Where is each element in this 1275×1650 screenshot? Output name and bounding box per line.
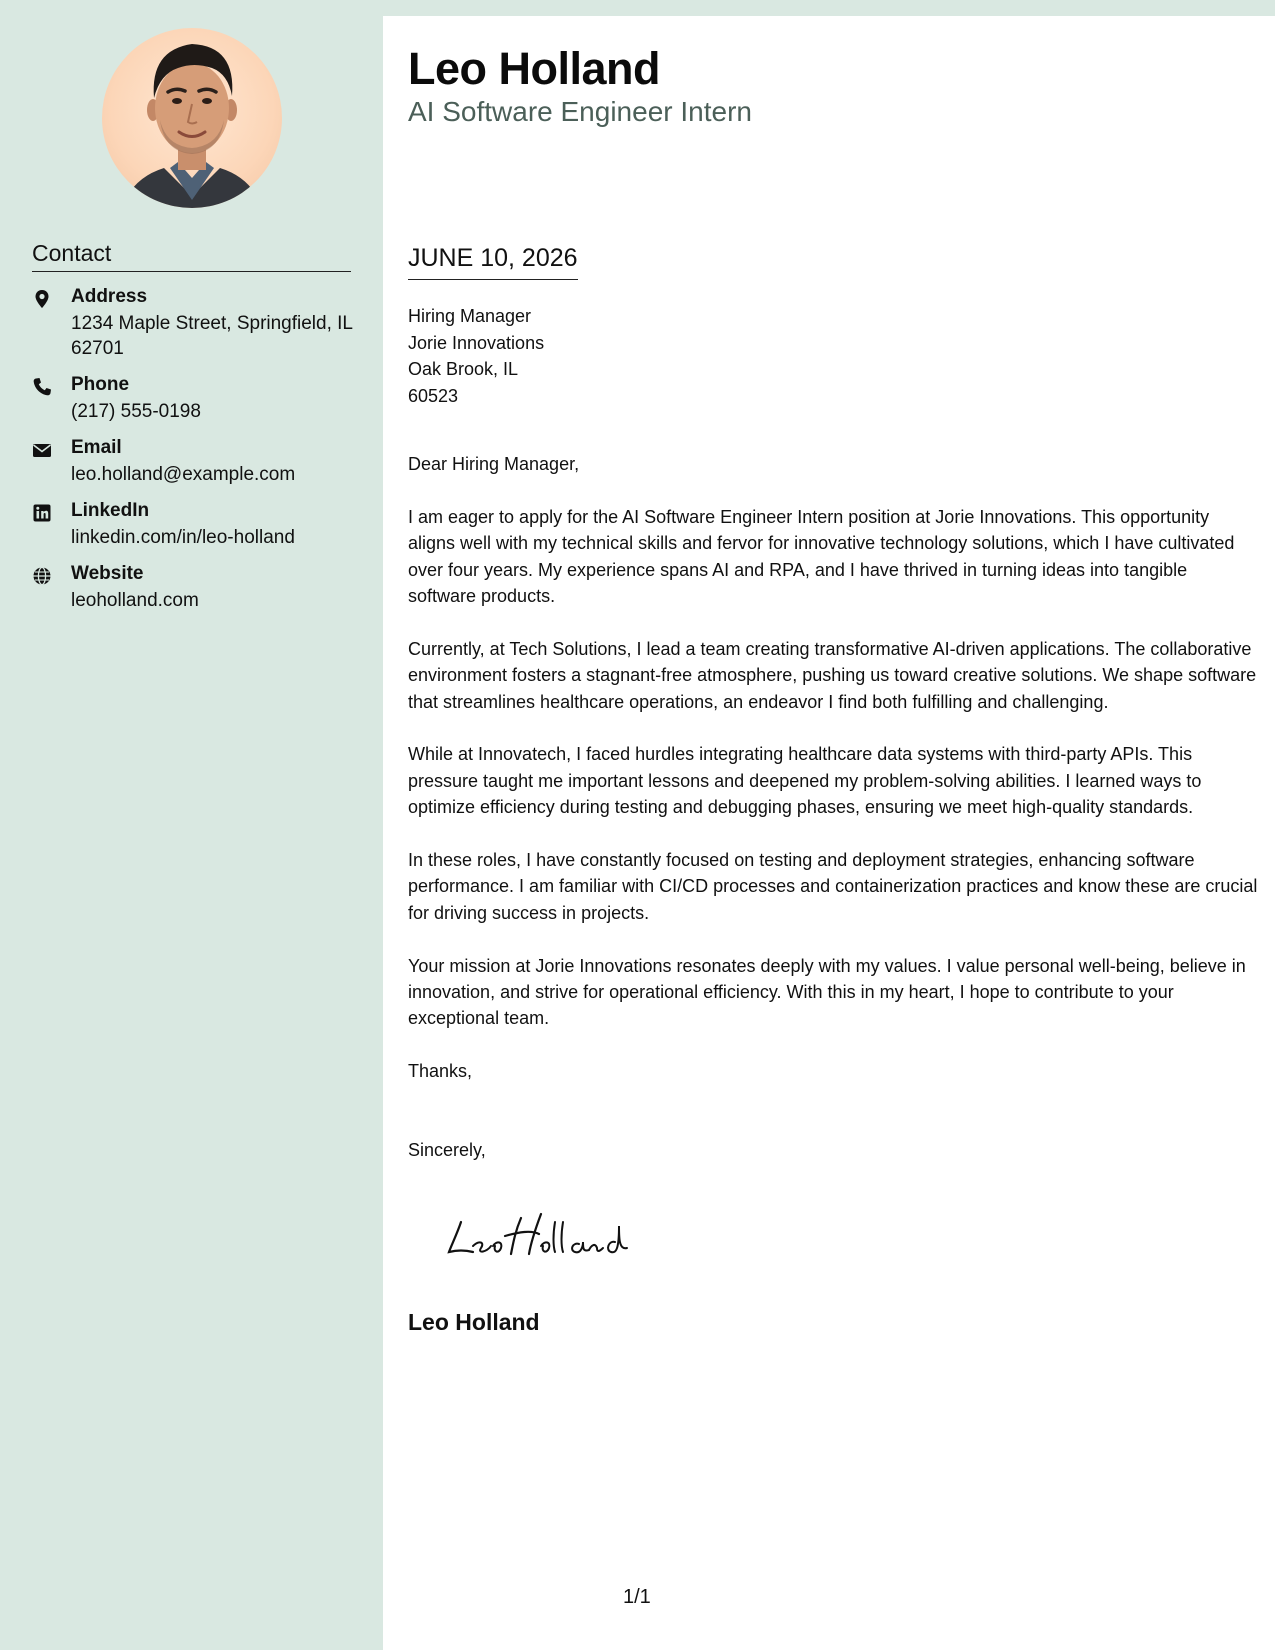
globe-icon [32, 566, 52, 586]
phone-label: Phone [71, 374, 130, 395]
phone-icon [32, 377, 52, 397]
signed-name: Leo Holland [408, 1309, 540, 1335]
letter-date: JUNE 10, 2026 [408, 244, 578, 280]
contact-heading: Contact [32, 240, 351, 272]
handwritten-signature [443, 1206, 643, 1266]
website-label: Website [71, 563, 144, 584]
body-paragraph: While at Innovatech, I faced hurdles integrating healthcare data systems with third-party APIs. This pressure taught me important lessons and deepened my problem-solving abilities. I learned ways to optimize efficiency during testing and debugging phases, ensuring we meet high-quality standards. [408, 744, 1202, 818]
recipient-block [408, 303, 544, 409]
job-title: AI Software Engineer Intern [408, 96, 752, 127]
applicant-name: Leo Holland [408, 43, 660, 94]
body-paragraph: In these roles, I have constantly focused on testing and deployment strategies, enhancing software performance. I am familiar with CI/CD processes and containerization practices and know these are crucial for driving success in projects. [408, 850, 1258, 923]
envelope-icon [32, 440, 52, 460]
body-paragraph: Your mission at Jorie Innovations resonates deeply with my values. I value personal well-being, believe in innovation, and strive for operational efficiency. With this in my heart, I hope to contribute to your exceptional team. [408, 955, 1246, 1029]
letter-body [408, 451, 1258, 1189]
closing-line: Sincerely, [408, 1139, 486, 1160]
recipient-line: Oak Brook, IL [408, 359, 519, 379]
avatar [102, 28, 282, 208]
linkedin-label: LinkedIn [71, 500, 150, 521]
recipient-line: Hiring Manager [408, 306, 532, 326]
email-link[interactable]: leo.holland@example.com [71, 464, 296, 485]
sidebar [0, 0, 383, 1650]
letter-main [383, 16, 1275, 1650]
recipient-line: 60523 [408, 385, 459, 406]
body-paragraph: I am eager to apply for the AI Software Engineer Intern position at Jorie Innovations. This opportunity aligns well with my technical skills and fervor for innovative technology solutions, which I have cultivated over four years. My experience spans AI and RPA, and I have thrived in turning ideas into tangible software products. [408, 506, 1235, 607]
page-number: 1/1 [623, 1586, 651, 1608]
recipient-line: Jorie Innovations [408, 332, 545, 353]
location-pin-icon [32, 289, 52, 309]
linkedin-link[interactable]: linkedin.com/in/leo-holland [71, 527, 295, 548]
thanks-line: Thanks, [408, 1061, 473, 1082]
phone-value: (217) 555-0198 [71, 401, 201, 422]
email-label: Email [71, 437, 122, 458]
salutation: Dear Hiring Manager, [408, 454, 580, 474]
website-link[interactable]: leoholland.com [71, 590, 199, 611]
portrait-photo [102, 28, 282, 208]
body-paragraph: Currently, at Tech Solutions, I lead a team creating transformative AI-driven applications. The collaborative environment fosters a stagnant-free atmosphere, pushing us toward creative solutions. We shape software that streamlines healthcare operations, an endeavor I find both fulfilling and challenging. [408, 638, 1257, 712]
address-value: 1234 Maple Street, Springfield, IL 62701 [71, 313, 353, 359]
linkedin-icon [32, 503, 52, 523]
address-label: Address [71, 286, 148, 307]
